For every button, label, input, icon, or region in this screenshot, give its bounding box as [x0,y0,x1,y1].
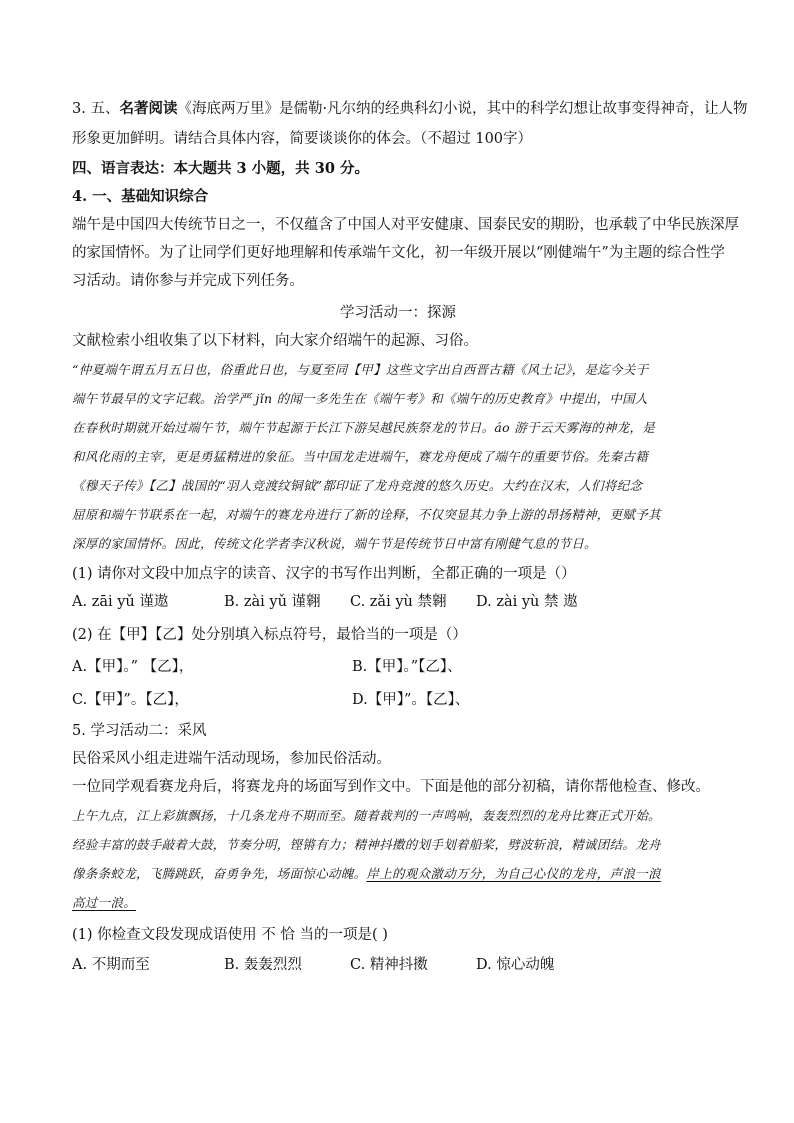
passage-1 [72,355,724,558]
passage-1-line: 深厚的家国情怀。因此，传统文化学者李汉秋说，端午节是传统节日中富有刚健气息的节日。 [72,536,597,551]
underlined-sentence: 高过一浪。 [72,895,137,910]
passage-2-line: 经验丰富的鼓手敲着大鼓，节奏分明，铿锵有力；精神抖擞的划手划着船桨，劈波斩浪，精诚团结。龙舟 [72,837,661,852]
option-c[interactable]: C. zǎi yù 禁翱 [350,594,447,610]
underlined-sentence: 岸上的观众激动万分，为自己心仪的龙舟，声浪一浪 [366,866,661,881]
passage-2-text: 像条条蛟龙，飞腾跳跃，奋勇争先，场面惊心动魄。 [72,866,367,881]
option-a[interactable]: A. 不期而至 [72,957,150,973]
option-c[interactable]: C. 精神抖擞 [350,957,428,973]
q4-title: 4. 一、基础知识综合 [72,188,209,205]
option-a[interactable]: A.【甲】。” 【乙】， [72,659,194,675]
option-d[interactable]: D. zài yù 禁 遨 [476,594,578,610]
document-page [72,95,748,980]
passage-1-line: “仲夏端午谓五月五日也，俗重此日也，与夏至同【甲】这些文字出自西晋古籍《风土记》，是迄今关于 [72,362,649,377]
sub-question-3: (1) 你检查文段发现成语使用 不 恰 当的一项是( ) [72,927,388,943]
sub-question-1-options [72,588,724,617]
activity-1-desc: 文献检索小组收集了以下材料，向大家介绍端午的起源、习俗。 [72,333,478,349]
q3-line-1 [72,95,748,123]
passage-1-line: 和风化雨的主宰，更是勇猛精进的象征。当中国龙走进端午，赛龙舟便成了端午的重要节俗。先秦古籍 [72,449,649,464]
passage-1-line: 屈原和端午节联系在一起，对端午的赛龙舟进行了新的诠释，不仅突显其力争上游的昂扬精神，更赋予其 [72,507,661,522]
passage-2 [72,801,724,917]
option-b[interactable]: B.【甲】。”【乙】、 [352,659,462,675]
activity-1-title: 学习活动一：探源 [340,305,456,321]
section-4-heading: 四、语言表达：本大题共 3 小题，共 30 分。 [72,160,369,177]
passage-2-line [72,888,724,917]
sub-question-2-options-row-2 [72,686,724,715]
option-c[interactable]: C.【甲】”。【乙】， [72,692,189,708]
option-d[interactable]: D. 惊心动魄 [476,957,555,973]
sub-question-1: (1) 请你对文段中加点字的读音、汉字的书写作出判断，全都正确的一项是（） [72,566,576,582]
passage-1-line: 《穆天子传》【乙】战国的“羽人竞渡纹铜钺”都印证了龙舟竞渡的悠久历史。大约在汉末，人们将纪念 [72,478,643,493]
q5-title: 5. 学习活动二：采风 [72,723,207,739]
passage-1-line: 在春秋时期就开始过端午节，端午节起源于长江下游吴越民族祭龙的节日。áo 游于云天雾海的神龙，是 [72,420,656,435]
sub-question-2-options-row-1 [72,653,724,682]
passage-2-line: 上午九点，江上彩旗飘扬，十几条龙舟不期而至。随着裁判的一声鸣响，轰轰烈烈的龙舟比赛正式开始。 [72,808,661,823]
passage-1-line: 端午节最早的文字记载。治学严 jǐn 的闻一多先生在《端午考》和《端午的历史教育》中提出，中国人 [72,391,648,406]
option-b[interactable]: B. zài yǔ 谨翱 [224,594,321,610]
q5-desc-2: 一位同学观看赛龙舟后，将赛龙舟的场面写到作文中。下面是他的部分初稿，请你帮他检查、修改。 [72,779,710,795]
q3-text: 《海底两万里》是儒勒·凡尔纳的经典科幻小说，其中的科学幻想让故事变得神奇，让人物 [177,101,748,117]
q3-number: 3. 五、 [72,101,120,117]
sub-question-2: (2) 在【甲】【乙】处分别填入标点符号，最恰当的一项是（） [72,627,467,643]
q3-line-2: 形象更加鲜明。请结合具体内容，简要谈谈你的体会。（不超过 100字） [72,131,533,147]
intro-line: 习活动。请你参与并完成下列任务。 [72,273,304,289]
intro-line: 的家国情怀。为了让同学们更好地理解和传承端午文化，初一年级开展以“刚健端午”为主题的综合性学 [72,245,725,261]
intro-line: 端午是中国四大传统节日之一，不仅蕴含了中国人对平安健康、国泰民安的期盼，也承载了中华民族深厚 [72,217,739,233]
passage-2-line [72,859,724,888]
option-a[interactable]: A. zāi yǔ 谨遨 [72,594,169,610]
option-d[interactable]: D.【甲】”。【乙】、 [352,692,470,708]
q5-desc-1: 民俗采风小组走进端午活动现场，参加民俗活动。 [72,751,391,767]
option-b[interactable]: B. 轰轰烈烈 [224,957,302,973]
sub-question-3-options [72,951,724,980]
q3-bold-label: 名著阅读 [119,100,178,117]
